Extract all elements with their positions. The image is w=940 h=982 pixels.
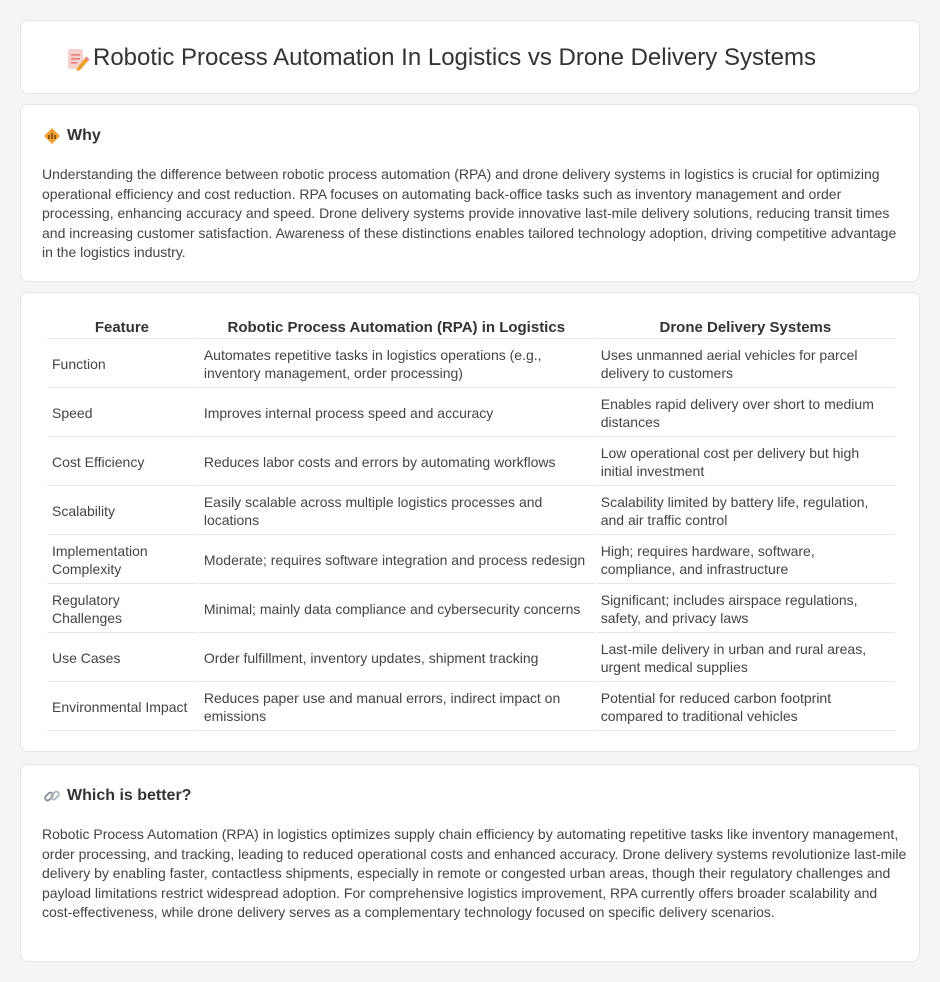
table-row [47,684,895,731]
why-text: Understanding the difference between robotic process automation (RPA) and drone delivery systems in logistics is crucial for optimizing operational efficiency and cost reduction. RPA focuses on automating back-office tasks such as inventory management and order processing, enhancing accuracy and speed. Drone delivery systems provide innovative last-mile delivery solutions, reducing transit times and increasing customer satisfaction. Awareness of these distinctions enables tailored technology adoption, driving competitive advantage in the logistics industry. [42,166,897,261]
rpa-cell: Order fulfillment, inventory updates, shipment tracking [199,635,594,682]
feature-cell: Cost Efficiency [47,439,197,486]
feature-cell: Environmental Impact [47,684,197,731]
drone-cell: Potential for reduced carbon footprint compared to traditional vehicles [596,684,895,731]
diamond-signal-icon [43,127,61,145]
which-is-better-section [20,764,920,962]
why-section [20,104,920,282]
why-heading-row [43,127,101,145]
feature-cell: Implementation Complexity [47,537,197,584]
drone-cell: Significant; includes airspace regulations, safety, and privacy laws [596,586,895,633]
drone-cell: Scalability limited by battery life, regulation, and air traffic control [596,488,895,535]
table-row [47,586,895,633]
header-rpa: Robotic Process Automation (RPA) in Logistics [199,317,594,339]
feature-cell: Scalability [47,488,197,535]
table-row [47,488,895,535]
table-row [47,537,895,584]
document-pencil-icon [65,47,91,73]
table-header-row [47,317,895,339]
table-row [47,439,895,486]
rpa-cell: Improves internal process speed and accuracy [199,390,594,437]
rpa-cell: Easily scalable across multiple logistics processes and locations [199,488,594,535]
feature-cell: Regulatory Challenges [47,586,197,633]
page-title: Robotic Process Automation In Logistics vs Drone Delivery Systems [93,44,816,71]
rpa-cell: Moderate; requires software integration and process redesign [199,537,594,584]
rpa-cell: Automates repetitive tasks in logistics operations (e.g., inventory management, order processing) [199,341,594,388]
better-heading: Which is better? [67,787,192,804]
feature-cell: Function [47,341,197,388]
drone-cell: Low operational cost per delivery but high initial investment [596,439,895,486]
comparison-section [20,292,920,752]
feature-cell: Speed [47,390,197,437]
table-row [47,390,895,437]
table-row [47,341,895,388]
rpa-cell: Reduces paper use and manual errors, indirect impact on emissions [199,684,594,731]
rpa-cell: Minimal; mainly data compliance and cybersecurity concerns [199,586,594,633]
drone-cell: High; requires hardware, software, compliance, and infrastructure [596,537,895,584]
drone-cell: Enables rapid delivery over short to medium distances [596,390,895,437]
table-row [47,635,895,682]
comparison-table [45,315,897,733]
better-text: Robotic Process Automation (RPA) in logistics optimizes supply chain efficiency by automating repetitive tasks like inventory management, order processing, and tracking, leading to reduced operational costs and enhanced accuracy. Drone delivery systems revolutionize last-mile delivery by enabling faster, contactless shipments, especially in remote or congested urban areas, though their regulatory challenges and payload limitations restrict widespread adoption. For comprehensive logistics improvement, RPA currently offers broader scalability and cost-effectiveness, while drone delivery serves as a complementary technology focused on specific delivery scenarios. [42,826,907,921]
better-heading-row [43,787,191,805]
drone-cell: Uses unmanned aerial vehicles for parcel delivery to customers [596,341,895,388]
rpa-cell: Reduces labor costs and errors by automating workflows [199,439,594,486]
why-heading: Why [67,127,101,144]
header-feature: Feature [47,317,197,339]
header-drone: Drone Delivery Systems [596,317,895,339]
link-icon [43,787,61,805]
drone-cell: Last-mile delivery in urban and rural areas, urgent medical supplies [596,635,895,682]
feature-cell: Use Cases [47,635,197,682]
title-card [20,20,920,94]
